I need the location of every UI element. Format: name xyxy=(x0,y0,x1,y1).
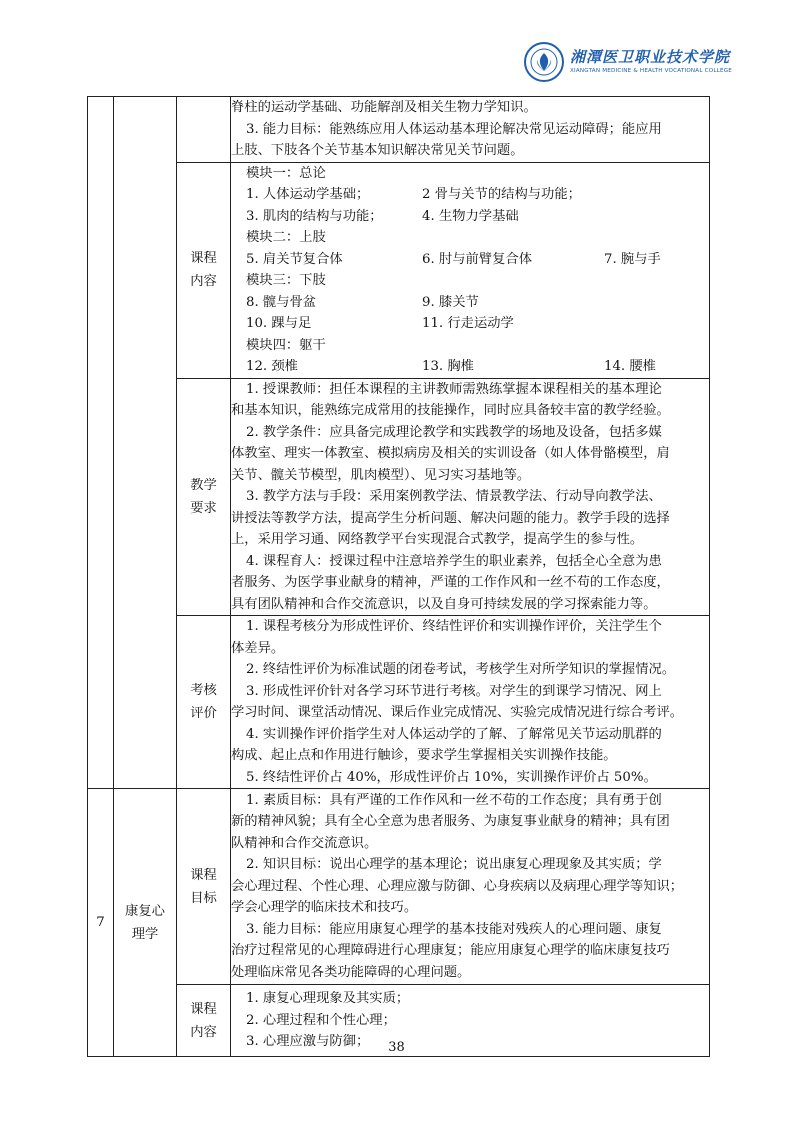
module-item: 10. 踝与足 xyxy=(246,316,312,331)
text-line: 3. 能力目标：能应用康复心理学的基本技能对残疾人的心理问题、康复 xyxy=(246,921,662,937)
text-line: 1. 康复心理现象及其实质； xyxy=(246,991,410,1007)
page-number: 38 xyxy=(388,1040,405,1055)
text-line: 具有团队精神和合作交流意识，以及自身可持续发展的学习探索能力等。 xyxy=(231,596,657,612)
module-item xyxy=(604,270,709,292)
text-line: 新的精神风貌；具有全心全意为患者服务、为康复事业献身的精神；具有团 xyxy=(231,814,670,830)
logo-english-name: XIANGTAN MEDICINE & HEALTH VOCATIONAL COLLEGE xyxy=(570,67,732,74)
text-line: 处理临床常见各类功能障碍的心理问题。 xyxy=(231,964,471,980)
label-cell xyxy=(177,97,231,163)
curriculum-table xyxy=(87,96,710,1057)
text-line: 和基本知识，能熟练完成常用的技能操作，同时应具备较丰富的教学经验。 xyxy=(231,403,670,418)
text-line: 3. 教学方法与手段：采用案例教学法、情景教学法、行动导向教学法、 xyxy=(246,489,662,504)
module-line xyxy=(231,335,709,357)
text-line: 学会心理学的临床技术和技巧。 xyxy=(231,900,418,916)
module-item xyxy=(422,227,604,249)
module-line xyxy=(231,249,709,271)
module-item xyxy=(604,292,709,314)
text-line: 1. 授课教师：担任本课程的主讲教师需熟练掌握本课程相关的基本理论 xyxy=(246,381,662,397)
module-item xyxy=(604,335,709,357)
text-line: 1. 素质目标：具有严谨的工作作风和一丝不苟的工作态度；具有勇于创 xyxy=(246,792,662,808)
text-line: 5. 终结性评价占 40%，形成性评价占 10%，实训操作评价占 50%。 xyxy=(246,769,657,785)
assessment-content xyxy=(231,616,710,789)
module-line xyxy=(231,184,709,206)
text-line: 4. 实训操作评价指学生对人体运动学的了解、了解常见关节运动肌群的 xyxy=(246,726,662,742)
course-goal-content xyxy=(231,789,710,985)
text-line: 关节、髋关节模型，肌肉模型）、见习实习基地等。 xyxy=(231,467,531,483)
label-cell xyxy=(177,616,231,789)
text-line: 上肢、下肢各个关节基本知识解决常见关节问题。 xyxy=(231,143,524,158)
assessment-label: 考核评价 xyxy=(190,683,217,721)
module-item: 12. 颈椎 xyxy=(246,359,298,374)
course-name-cell xyxy=(114,789,177,1057)
text-line: 体教室、理实一体教室、模拟病房及相关的实训设备（如人体骨骼模型，肩 xyxy=(231,446,670,461)
course-name-cell xyxy=(114,97,177,789)
number-cell: 7 xyxy=(88,789,114,1057)
text-line: 上，采用学习通、网络教学平台实现混合式教学，提高学生的参与性。 xyxy=(231,532,644,547)
module-item xyxy=(604,206,709,228)
text-line: 3. 形成性评价针对各学习环节进行考核。对学生的到课学习情况、网上 xyxy=(246,683,662,699)
text-line: 2. 教学条件：应具备完成理论教学和实践教学的场地及设备，包括多媒 xyxy=(246,424,662,440)
label-cell xyxy=(177,789,231,985)
table-row xyxy=(88,162,710,378)
module-line xyxy=(231,206,709,228)
text-line: 构成、起止点和作用进行触诊，要求学生掌握相关实训操作技能。 xyxy=(231,748,617,763)
text-line: 2. 心理过程和个性心理； xyxy=(246,1012,396,1028)
module-item: 6. 肘与前臂复合体 xyxy=(422,251,532,267)
module-item: 模块三：下肢 xyxy=(246,273,326,288)
text-line: 体差异。 xyxy=(231,640,285,656)
course-content-label: 课程内容 xyxy=(190,251,217,289)
module-item: 5. 肩关节复合体 xyxy=(246,251,343,267)
module-item: 14. 腰椎 xyxy=(604,359,656,374)
text-line: 2. 终结性评价为标准试题的闭卷考试，考核学生对所学知识的掌握情况。 xyxy=(246,662,676,677)
text-line: 者服务、为医学事业献身的精神，严谨的工作作风和一丝不苟的工作态度， xyxy=(231,575,670,590)
module-item: 7. 腕与手 xyxy=(604,251,661,267)
module-line xyxy=(231,292,709,314)
module-item xyxy=(422,270,604,292)
logo-chinese-name: 湘潭医卫职业技术学院 xyxy=(570,47,731,66)
course-content-label: 课程内容 xyxy=(190,1001,217,1040)
module-item: 模块一：总论 xyxy=(246,165,326,181)
number-cell xyxy=(88,97,114,789)
module-item xyxy=(604,313,709,335)
module-line xyxy=(231,163,709,185)
module-item: 模块四：躯干 xyxy=(246,337,326,353)
module-item: 13. 胸椎 xyxy=(422,359,474,374)
label-cell xyxy=(177,378,231,616)
module-item: 4. 生物力学基础 xyxy=(422,208,519,224)
module-line xyxy=(231,313,709,335)
college-emblem-icon xyxy=(524,42,564,82)
course-goal-label: 课程目标 xyxy=(190,867,217,906)
text-line: 治疗过程常见的心理障碍进行心理康复；能应用康复心理学的临床康复技巧 xyxy=(231,943,670,959)
text-line: 学习时间、课堂活动情况、课后作业完成情况、实验完成情况进行综合考评。 xyxy=(231,705,684,720)
module-line xyxy=(231,270,709,292)
text-line: 脊柱的运动学基础、功能解剖及相关生物力学知识。 xyxy=(231,100,537,115)
label-cell xyxy=(177,162,231,378)
module-item: 11. 行走运动学 xyxy=(422,316,514,331)
course-name: 康复心理学 xyxy=(125,903,165,942)
teaching-req-label: 教学要求 xyxy=(190,477,217,516)
college-logo xyxy=(524,40,732,84)
module-item xyxy=(604,163,709,185)
module-line xyxy=(231,356,709,378)
module-item: 模块二：上肢 xyxy=(246,230,326,245)
teaching-req-content xyxy=(231,378,710,616)
module-line xyxy=(231,227,709,249)
table-row xyxy=(88,616,710,789)
module-item: 3. 肌肉的结构与功能； xyxy=(246,208,383,224)
module-item xyxy=(604,184,709,206)
module-item: 1. 人体运动学基础； xyxy=(246,187,370,202)
text-line: 2. 知识目标：说出心理学的基本理论；说出康复心理现象及其实质；学 xyxy=(246,857,662,873)
text-line: 3. 心理应激与防御； xyxy=(246,1034,370,1050)
module-item: 9. 膝关节 xyxy=(422,294,479,310)
text-line: 讲授法等教学方法，提高学生分析问题、解决问题的能力。教学手段的选择 xyxy=(231,510,670,526)
table-row xyxy=(88,789,710,985)
table-row xyxy=(88,378,710,616)
module-item xyxy=(604,227,709,249)
text-line: 会心理过程、个性心理、心理应激与防御、心身疾病以及病理心理学等知识； xyxy=(231,878,684,894)
text-line: 3. 能力目标：能熟练应用人体运动基本理论解决常见运动障碍；能应用 xyxy=(246,121,662,137)
text-line: 1. 课程考核分为形成性评价、终结性评价和实训操作评价，关注学生个 xyxy=(246,619,662,634)
course-content xyxy=(231,162,710,378)
module-item: 8. 髋与骨盆 xyxy=(246,294,317,310)
text-line: 队精神和合作交流意识。 xyxy=(231,835,378,851)
text-line: 4. 课程育人：授课过程中注意培养学生的职业素养，包括全心全意为患 xyxy=(246,553,662,569)
module-item: 2 骨与关节的结构与功能； xyxy=(422,187,581,202)
table-row xyxy=(88,97,710,163)
course-goal-content xyxy=(231,97,710,163)
module-item xyxy=(422,335,604,357)
module-item xyxy=(422,163,604,185)
